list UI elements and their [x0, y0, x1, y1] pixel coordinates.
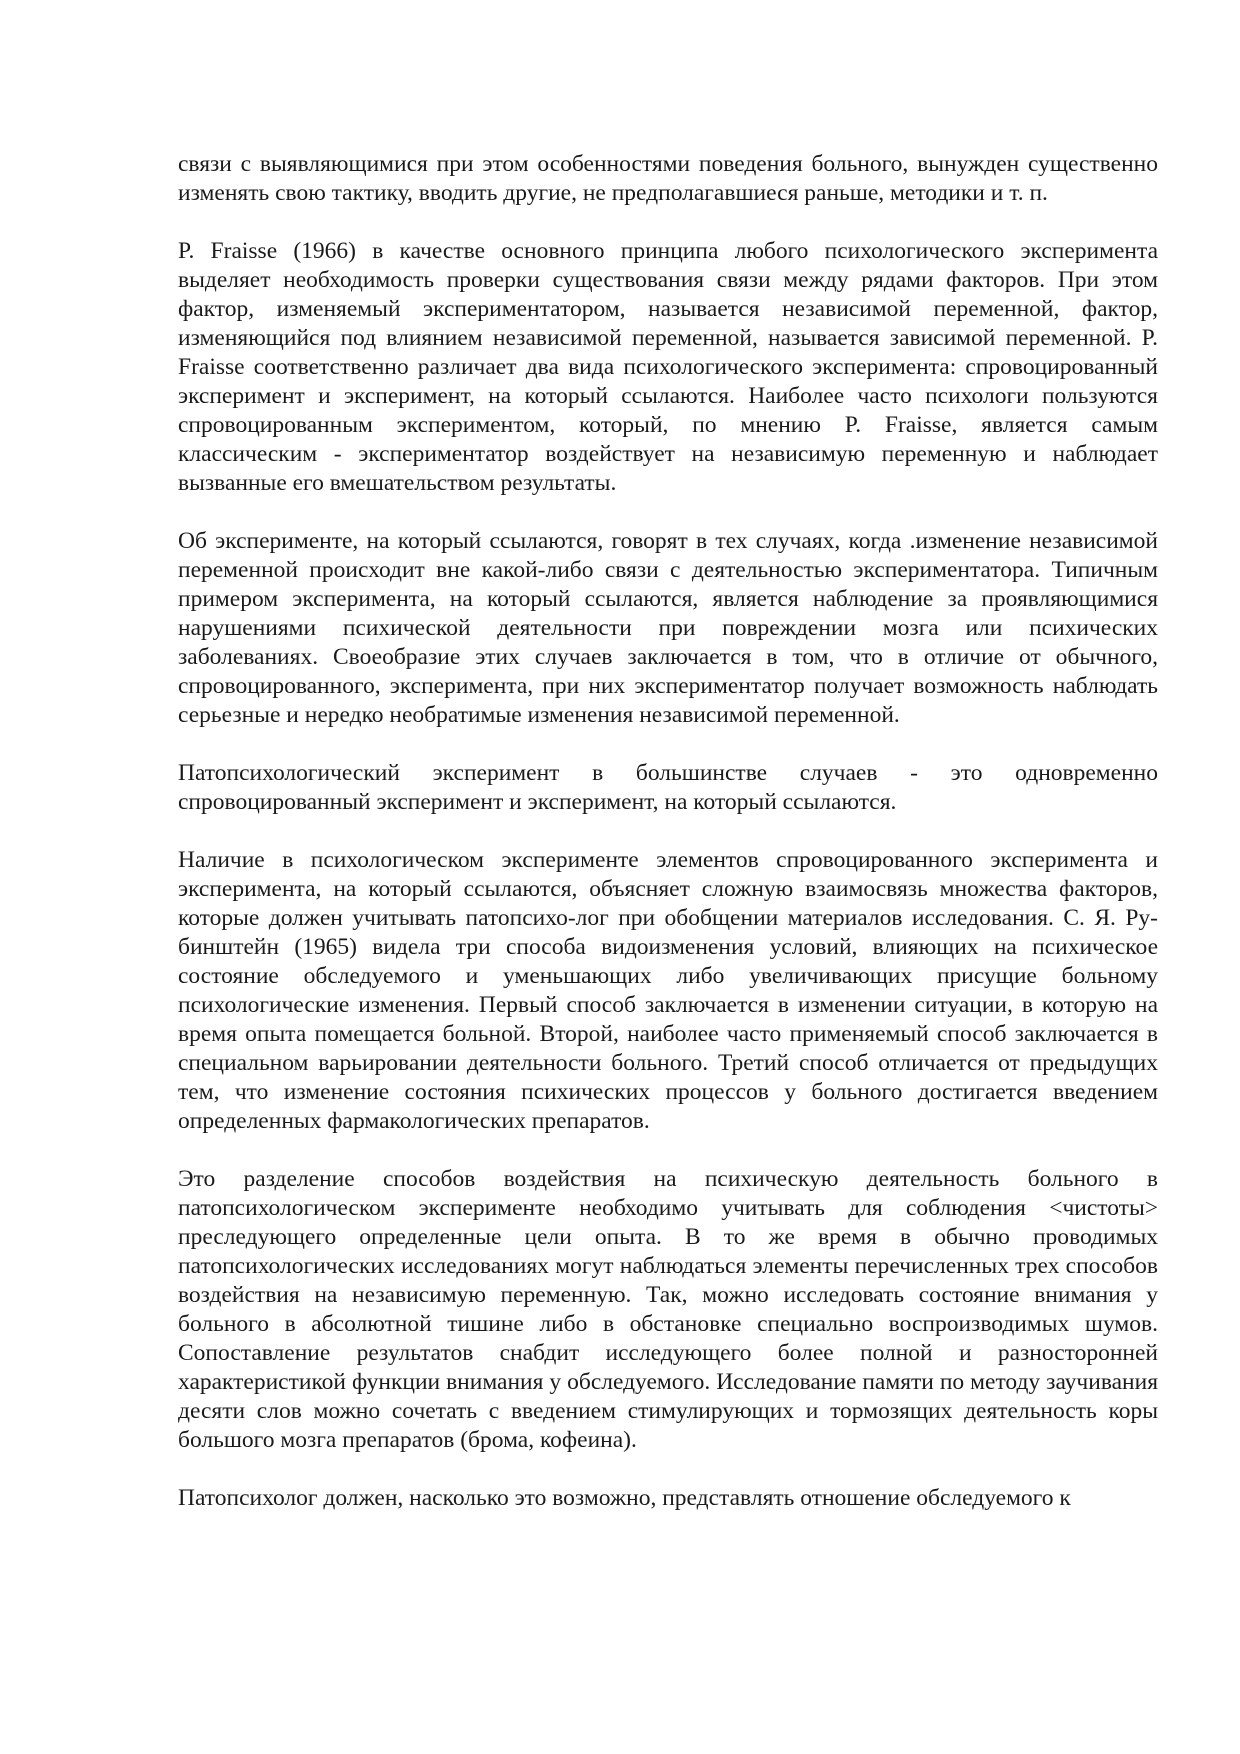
paragraph: Об эксперименте, на который ссылаются, говорят в тех случаях, когда .изменение независимой переменной происходит вне какой-либо связи с деятельностью экспериментатора. Типичным примером эксперимента, на который ссылаются, является наблюдение за проявляющимися нарушениями психической деятельности при повреждении мозга или психических заболеваниях. Своеобразие этих случаев заключается в том, что в отличие от обычного, спровоцированного, эксперимента, при них экспериментатор получает возможность наблюдать серьезные и нередко необратимые изменения независимой переменной.: [178, 528, 1158, 728]
text-body: [178, 150, 1158, 1513]
paragraph: Наличие в психологическом эксперименте элементов спровоцированного эксперимента и эксперимента, на который ссылаются, объясняет сложную взаимосвязь множества факторов, которые должен учитывать патопсихо-лог при обобщении материалов исследования. С. Я. Ру-бинштейн (1965) видела три способа видоизменения условий, влияющих на психическое состояние обследуемого и уменьшающих либо увеличивающих присущие больному психологические изменения. Первый способ заключается в изменении ситуации, в которую на время опыта помещается больной. Второй, наиболее часто применяемый способ заключается в специальном варьировании деятельности больного. Третий способ отличается от предыдущих тем, что изменение состояния психических процессов у больного достигается введением определенных фармакологических препаратов.: [178, 847, 1158, 1134]
paragraph: Патопсихологический эксперимент в большинстве случаев - это одновременно спровоцированный эксперимент и эксперимент, на который ссылаются.: [178, 760, 1158, 815]
paragraph: связи с выявляющимися при этом особенностями поведения больного, вынужден существенно изменять свою тактику, вводить другие, не предполагавшиеся раньше, методики и т. п.: [178, 151, 1158, 206]
paragraph: Это разделение способов воздействия на психическую деятельность больного в патопсихологическом эксперименте необходимо учитывать для соблюдения <чистоты> преследующего определенные цели опыта. В то же время в обычно проводимых патопсихологических исследованиях могут наблюдаться элементы перечисленных трех способов воздействия на независимую переменную. Так, можно исследовать состояние внимания у больного в абсолютной тишине либо в обстановке специально воспроизводимых шумов. Сопоставление результатов снабдит исследующего более полной и разносторонней характеристикой функции внимания у обследуемого. Исследование памяти по методу заучивания десяти слов можно сочетать с введением стимулирующих и тормозящих деятельность коры большого мозга препаратов (брома, кофеина).: [178, 1166, 1158, 1453]
paragraph: P. Fraisse (1966) в качестве основного принципа любого психологического эксперимента выделяет необходимость проверки существования связи между рядами факторов. При этом фактор, изменяемый экспериментатором, называется независимой переменной, фактор, изменяющийся под влиянием независимой переменной, называется зависимой переменной. P. Fraisse соответственно различает два вида психологического эксперимента: спровоцированный эксперимент и эксперимент, на который ссылаются. Наиболее часто психологи пользуются спровоцированным экспериментом, который, по мнению P. Fraisse, является самым классическим - экспериментатор воздействует на независимую переменную и наблюдает вызванные его вмешательством результаты.: [178, 238, 1158, 496]
paragraph: Патопсихолог должен, насколько это возможно, представлять отношение обследуемого к: [178, 1485, 1071, 1511]
